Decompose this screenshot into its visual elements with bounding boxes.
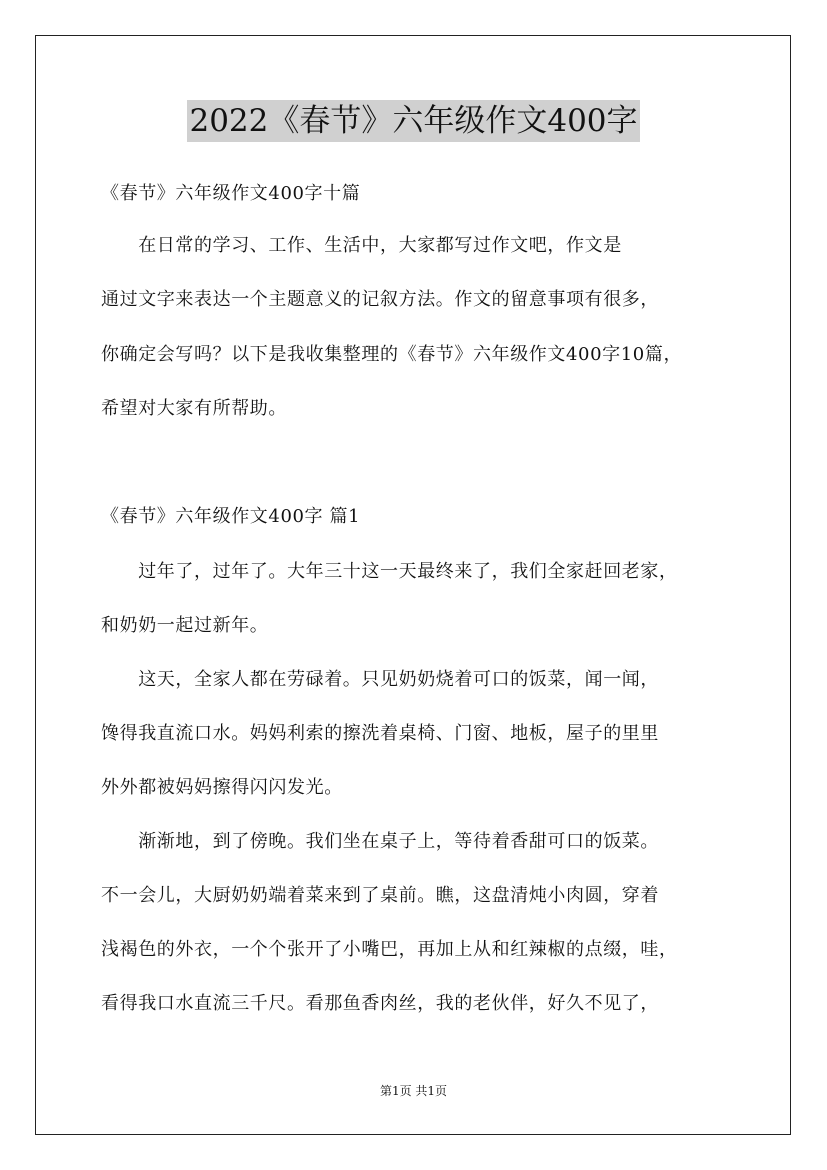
paragraph-line: 过年了，过年了。大年三十这一天最终来了，我们全家赶回老家， — [101, 561, 678, 582]
paragraph-line: 在日常的学习、工作、生活中，大家都写过作文吧，作文是 — [101, 235, 622, 256]
paragraph-line: 通过文字来表达一个主题意义的记叙方法。作文的留意事项有很多， — [101, 289, 659, 310]
section-heading: 《春节》六年级作文400字 篇1 — [101, 506, 361, 527]
subtitle: 《春节》六年级作文400字十篇 — [101, 183, 361, 204]
document-title: 2022《春节》六年级作文400字 — [187, 100, 639, 142]
paragraph-line: 这天，全家人都在劳碌着。只见奶奶烧着可口的饭菜，闻一闻， — [101, 669, 659, 690]
paragraph-line: 馋得我直流口水。妈妈利索的擦洗着桌椅、门窗、地板，屋子的里里 — [101, 723, 659, 744]
paragraph-line: 看得我口水直流三千尺。看那鱼香肉丝，我的老伙伴，好久不见了， — [101, 993, 659, 1014]
paragraph-line: 浅褐色的外衣，一个个张开了小嘴巴，再加上从和红辣椒的点缀，哇， — [101, 939, 678, 960]
paragraph-line: 希望对大家有所帮助。 — [101, 398, 287, 419]
paragraph-line: 渐渐地，到了傍晚。我们坐在桌子上，等待着香甜可口的饭菜。 — [101, 831, 659, 852]
paragraph-line: 不一会儿，大厨奶奶端着菜来到了桌前。瞧，这盘清炖小肉圆，穿着 — [101, 885, 659, 906]
title-container — [0, 100, 827, 142]
paragraph-line: 外外都被妈妈擦得闪闪发光。 — [101, 777, 343, 798]
paragraph-line: 和奶奶一起过新年。 — [101, 615, 269, 636]
paragraph-line: 你确定会写吗？以下是我收集整理的《春节》六年级作文400字10篇， — [101, 344, 683, 365]
page-footer: 第1页 共1页 — [379, 1084, 448, 1098]
